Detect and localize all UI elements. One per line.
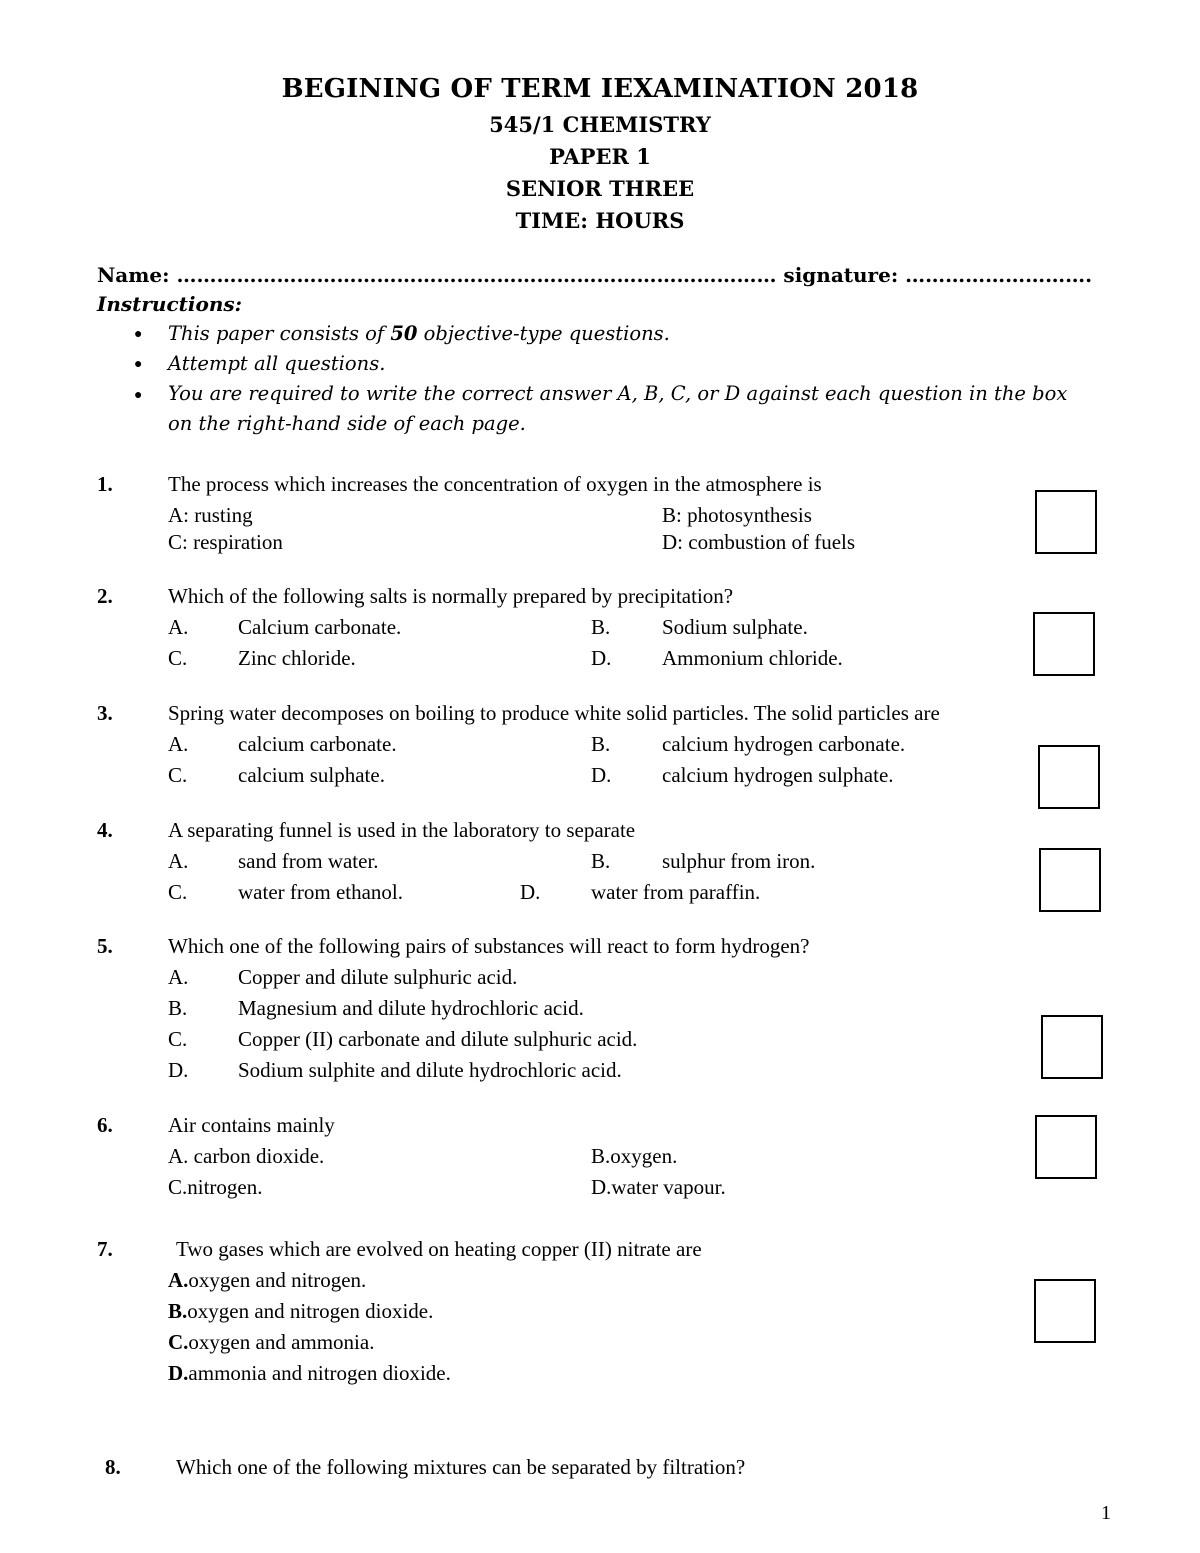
question-number: 2.: [97, 584, 113, 608]
instruction-item-continued: on the right-hand side of each page.: [168, 412, 526, 435]
option-letter: D.: [168, 1058, 189, 1082]
exam-time: TIME: HOURS: [515, 208, 685, 233]
answer-box[interactable]: [1035, 490, 1097, 554]
option-d: [168, 1361, 451, 1386]
question-number: 6.: [97, 1113, 113, 1137]
question-text: Spring water decomposes on boiling to produce white solid particles. The solid particles are: [168, 701, 940, 725]
option-letter: C.: [168, 646, 188, 670]
option-a: sand from water.: [238, 849, 379, 873]
option-a: A: rusting: [168, 503, 253, 527]
option-d: water from paraffin.: [591, 880, 761, 904]
option-c: Zinc chloride.: [238, 646, 356, 670]
option-letter: D.: [520, 880, 541, 904]
answer-box[interactable]: [1041, 1015, 1103, 1079]
question-text: A separating funnel is used in the laboratory to separate: [168, 818, 636, 842]
instruction-item: Attempt all questions.: [168, 352, 386, 375]
bullet-icon: ●: [134, 388, 143, 403]
option-letter: A.: [168, 1144, 189, 1168]
instruction-text: objective-type questions.: [417, 322, 670, 345]
option-c: [168, 1175, 263, 1200]
option-letter: C.: [168, 1330, 189, 1354]
answer-box[interactable]: [1034, 1279, 1096, 1343]
answer-box[interactable]: [1038, 745, 1100, 809]
question-text: The process which increases the concentration of oxygen in the atmosphere is: [168, 472, 822, 496]
answer-box[interactable]: [1039, 848, 1101, 912]
option-text: water vapour.: [611, 1175, 726, 1199]
option-text: nitrogen.: [187, 1175, 263, 1199]
option-letter: C.: [168, 763, 188, 787]
option-c: Copper (II) carbonate and dilute sulphuric acid.: [238, 1027, 638, 1051]
option-letter: D.: [168, 1361, 189, 1385]
bullet-icon: ●: [134, 327, 143, 342]
question-text: Two gases which are evolved on heating copper (II) nitrate are: [176, 1237, 702, 1261]
option-c: calcium sulphate.: [238, 763, 385, 787]
option-c: C: respiration: [168, 530, 283, 554]
option-letter: B.: [591, 1144, 611, 1168]
option-d: Ammonium chloride.: [662, 646, 843, 670]
option-letter: A.: [168, 965, 189, 989]
option-letter: A.: [168, 732, 189, 756]
option-letter: D.: [591, 763, 612, 787]
option-letter: B.: [591, 615, 611, 639]
instruction-item: You are required to write the correct answer A, B, C, or D against each question in the box: [168, 382, 1068, 405]
option-letter: B.: [591, 732, 611, 756]
option-letter: D.: [591, 646, 612, 670]
option-b: B: photosynthesis: [662, 503, 812, 527]
option-a: [168, 1144, 324, 1169]
question-text: Which one of the following pairs of substances will react to form hydrogen?: [168, 934, 810, 958]
option-b: Sodium sulphate.: [662, 615, 808, 639]
option-d: [591, 1175, 726, 1200]
instruction-item: [168, 322, 670, 345]
option-text: carbon dioxide.: [188, 1144, 325, 1168]
question-number: 1.: [97, 472, 113, 496]
question-number: 4.: [97, 818, 113, 842]
page-number: 1: [1101, 1502, 1111, 1524]
option-c: water from ethanol.: [238, 880, 404, 904]
option-b: [591, 1144, 677, 1169]
option-letter: A.: [168, 615, 189, 639]
option-a: Calcium carbonate.: [238, 615, 402, 639]
option-d: Sodium sulphite and dilute hydrochloric acid.: [238, 1058, 622, 1082]
question-number: 5.: [97, 934, 113, 958]
question-number: 3.: [97, 701, 113, 725]
option-b: Magnesium and dilute hydrochloric acid.: [238, 996, 584, 1020]
answer-box[interactable]: [1035, 1115, 1097, 1179]
answer-box[interactable]: [1033, 612, 1095, 676]
option-a: [168, 1268, 366, 1293]
option-letter: D.: [591, 1175, 612, 1199]
exam-title: BEGINING OF TERM IEXAMINATION 2018: [281, 74, 919, 104]
paper-number: PAPER 1: [549, 144, 651, 169]
option-text: oxygen and nitrogen.: [188, 1268, 367, 1292]
option-text: oxygen and nitrogen dioxide.: [187, 1299, 434, 1323]
question-text: Which one of the following mixtures can be separated by filtration?: [176, 1455, 746, 1479]
paper-code: 545/1 CHEMISTRY: [489, 112, 711, 137]
option-b: calcium hydrogen carbonate.: [662, 732, 906, 756]
bullet-icon: ●: [134, 357, 143, 372]
option-a: Copper and dilute sulphuric acid.: [238, 965, 518, 989]
option-text: oxygen and ammonia.: [188, 1330, 375, 1354]
option-d: calcium hydrogen sulphate.: [662, 763, 894, 787]
class-level: SENIOR THREE: [505, 176, 695, 201]
option-letter: A.: [168, 849, 189, 873]
option-text: ammonia and nitrogen dioxide.: [188, 1361, 451, 1385]
question-number: 7.: [97, 1237, 113, 1261]
option-letter: C.: [168, 880, 188, 904]
name-signature-line: Name: ……………………………………………………………………………… signature: ……………………….: [97, 263, 1093, 287]
option-b: sulphur from iron.: [662, 849, 816, 873]
question-text: Air contains mainly: [168, 1113, 335, 1137]
option-letter: C.: [168, 1027, 188, 1051]
option-a: calcium carbonate.: [238, 732, 397, 756]
option-letter: B.: [591, 849, 611, 873]
option-letter: B.: [168, 996, 188, 1020]
option-letter: A.: [168, 1268, 189, 1292]
option-text: oxygen.: [610, 1144, 678, 1168]
option-d: D: combustion of fuels: [662, 530, 856, 554]
question-number: 8.: [105, 1455, 121, 1479]
instructions-heading: Instructions:: [97, 292, 243, 316]
instruction-text: This paper consists of: [168, 322, 391, 345]
option-letter: C.: [168, 1175, 188, 1199]
option-letter: B.: [168, 1299, 188, 1323]
question-text: Which of the following salts is normally prepared by precipitation?: [168, 584, 734, 608]
question-count: 50: [390, 322, 418, 345]
option-c: [168, 1330, 374, 1355]
option-b: [168, 1299, 433, 1324]
